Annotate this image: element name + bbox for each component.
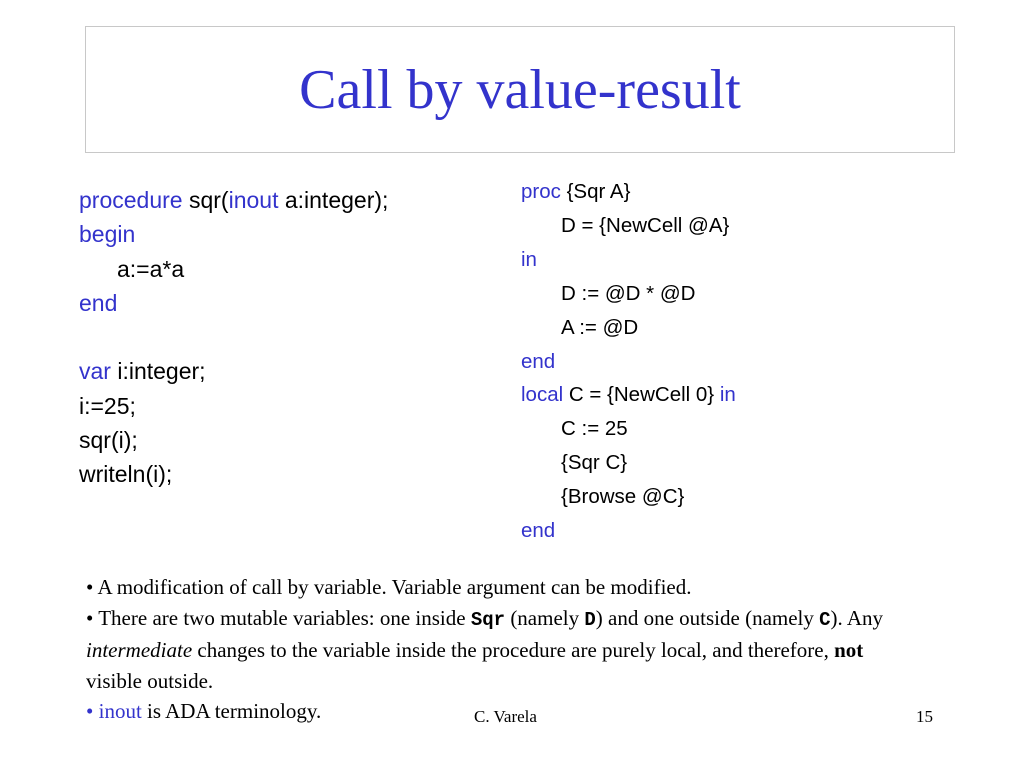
code-text: sqr(i); — [79, 427, 138, 454]
code-text: a:integer); — [278, 187, 389, 213]
code-line — [79, 286, 388, 320]
keyword: inout — [98, 699, 142, 723]
code-text: D = {NewCell @A} — [561, 213, 730, 237]
code-line — [79, 457, 388, 491]
footer-author: C. Varela — [474, 707, 537, 726]
bullet-text: A modification of call by variable. Variable argument can be modified. — [97, 575, 692, 599]
keyword: procedure — [79, 187, 183, 213]
code-text: i:integer; — [110, 358, 206, 385]
bullet-marker: • — [86, 575, 98, 599]
bullet-item — [86, 603, 916, 697]
keyword: end — [79, 289, 118, 316]
bullet-text: There are two mutable variables: one inside — [98, 605, 471, 630]
bullet-text: changes to the variable inside the procedure are purely local, and therefore, — [192, 638, 835, 662]
keyword: end — [521, 519, 556, 543]
keyword: inout — [228, 187, 279, 213]
bullet-marker: • — [86, 699, 99, 723]
code-line — [521, 446, 736, 480]
code-text: sqr( — [182, 187, 229, 213]
keyword: begin — [79, 221, 136, 248]
code-term: D — [584, 608, 596, 631]
code-text: C = {NewCell 0} — [563, 383, 720, 407]
code-line — [79, 423, 388, 457]
code-line — [79, 389, 388, 423]
keyword: in — [521, 247, 537, 271]
slide-title: Call by value-result — [299, 58, 741, 121]
bullet-text: (namely — [505, 605, 585, 630]
bold-text: not — [834, 638, 864, 662]
bullet-text: is ADA terminology. — [141, 699, 322, 723]
code-line — [521, 243, 736, 277]
bullet-text: visible outside. — [86, 668, 214, 693]
bullet-text: ). Any — [830, 605, 884, 630]
footer-page-number: 15 — [916, 707, 933, 726]
bullet-text: ) and one outside (namely — [595, 605, 820, 630]
title-box — [85, 26, 955, 153]
code-text: {Browse @C} — [561, 485, 685, 509]
code-text: {Sqr A} — [560, 180, 631, 203]
keyword: proc — [521, 180, 561, 203]
right-code-block — [521, 175, 736, 548]
keyword: var — [79, 358, 111, 385]
code-text: C := 25 — [561, 417, 628, 441]
code-line — [521, 277, 736, 311]
code-line — [521, 209, 736, 243]
blank-line — [79, 320, 388, 354]
left-code-block — [79, 183, 388, 492]
code-line — [521, 311, 736, 345]
code-text: writeln(i); — [79, 461, 173, 488]
code-line — [79, 252, 388, 286]
code-text: D := @D * @D — [561, 281, 696, 305]
code-term: C — [819, 608, 831, 631]
code-text: A := @D — [561, 315, 639, 339]
code-text: i:=25; — [79, 392, 136, 419]
bullet-list — [86, 572, 916, 727]
bullet-item — [86, 572, 916, 603]
keyword: end — [521, 349, 556, 373]
code-line — [521, 480, 736, 514]
code-text: {Sqr C} — [561, 451, 628, 475]
emphasis-text: intermediate — [86, 638, 193, 662]
code-line — [79, 183, 388, 217]
code-text: a:=a*a — [117, 255, 185, 282]
keyword: in — [719, 383, 736, 407]
keyword: local — [521, 383, 564, 407]
code-line — [79, 217, 388, 251]
bullet-marker: • — [86, 605, 99, 630]
code-line — [521, 345, 736, 379]
code-line — [521, 175, 736, 209]
code-line — [521, 378, 736, 412]
code-line — [79, 354, 388, 388]
code-line — [521, 412, 736, 446]
code-term: Sqr — [470, 608, 506, 631]
code-line — [521, 514, 736, 548]
